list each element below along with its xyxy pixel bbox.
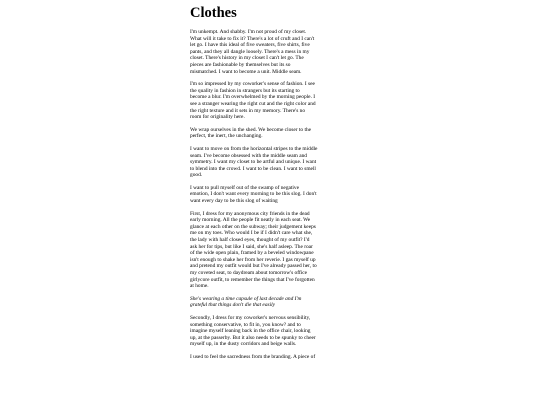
paragraph-line: something conservative, to fit in, you know? and to xyxy=(190,321,301,328)
body-paragraph xyxy=(190,127,350,140)
paragraph-line: let go. I have this ideal of five sweaters, five shirts, five xyxy=(190,42,310,49)
paragraph-line: She's wearing a time capsule of last decade and I'm xyxy=(190,295,302,302)
paragraph-line: I want to pull myself out of the swamp of negative xyxy=(190,184,299,191)
paragraph-line: girlycore outfit, to remember the things that I've forgotten xyxy=(190,276,315,283)
paragraph-line: of the wide open plain, framed by a beveled windowpane xyxy=(190,250,314,257)
paragraph-line: Secondly, I dress for my coworker's nervous sensibility, xyxy=(190,314,311,321)
paragraph-line: early morning. All the people fit neatly in each seat. We xyxy=(190,217,311,224)
paragraph-line: become a blur. I'm overwhelmed by the morning people. I xyxy=(190,94,316,101)
paragraph-line: the right texture and it sets in my memory. There's no xyxy=(190,107,306,114)
paragraph-line: symmetry. I want my closet to be artful and unique. I want xyxy=(190,159,317,166)
paragraph-line: I used to feel the sacredness from the branding. A piece of xyxy=(190,353,316,360)
body-paragraph xyxy=(190,354,350,361)
body-paragraph xyxy=(190,29,350,75)
paragraph-line: emotion, I don't want every morning to be this slog. I don't xyxy=(190,191,317,198)
paragraph-line: ask her for tips, but like I said, she's half asleep. The roar xyxy=(190,243,313,250)
paragraph-line: perfect, the inert, the unchanging. xyxy=(190,133,263,140)
paragraph-line: First, I dress for my anonymous city friends in the dead xyxy=(190,210,310,217)
italic-quote-paragraph xyxy=(190,296,350,309)
body-paragraph xyxy=(190,81,350,121)
body-paragraph xyxy=(190,185,350,205)
article xyxy=(190,4,350,367)
paragraph-line: room for originality here. xyxy=(190,114,245,121)
paragraph-line: see a stranger wearing the right cut and the right color and xyxy=(190,100,316,107)
paragraph-line: glance at each other on the subway; their judgement keeps xyxy=(190,223,316,230)
page-title: Clothes xyxy=(190,5,237,21)
body-paragraph xyxy=(190,146,350,179)
body-paragraph xyxy=(190,315,350,348)
paragraph-line: at home. xyxy=(190,283,209,290)
paragraph-line: I want to move on from the horizontal stripes to the middle xyxy=(190,145,318,152)
paragraph-line: up, at the passerby. But it also needs to be spunky to cheer xyxy=(190,334,316,341)
paragraph-line: and pretend my outfit would but I've already passed her, to xyxy=(190,263,317,270)
body-paragraph xyxy=(190,211,350,290)
paragraph-line: grateful that things don't die that easily xyxy=(190,302,276,309)
paragraph-line: my coveted seat, to daydream about tomorrow's office xyxy=(190,270,308,276)
paragraph-line: I'm so impressed by my coworker's sense of fashion. I see xyxy=(190,81,315,88)
article-body xyxy=(190,29,350,361)
paragraph-line: the quality in fashion in strangers but its starting to xyxy=(190,87,300,94)
paragraph-line: me on my toes. Who would I be if I didn't care what she, xyxy=(190,230,313,237)
paragraph-line: I'm unkempt. And shabby. I'm not proud of my closet. xyxy=(190,29,307,35)
paragraph-line: good. xyxy=(190,172,203,179)
paragraph-line: to blend into the crowd. I want to be clean. I want to smell xyxy=(190,165,316,172)
paragraph-line: We wrap ourselves in the shed. We become closer to the xyxy=(190,126,312,133)
paragraph-line: pieces are fashionable by themselves but its so xyxy=(190,61,291,68)
paragraph-line: myself up, in the dusty corridors and beige walls. xyxy=(190,341,297,348)
paragraph-line: What will it take to fix it? There's a lot of cruft and I can't xyxy=(190,35,315,42)
paragraph-line: isn't enough to shake her from her reverie. I gas myself up xyxy=(190,256,316,263)
paragraph-line: seam. I've become obsessed with the middle seam and xyxy=(190,152,307,159)
paragraph-line: mismatched. I want to become a unit. Middle seam. xyxy=(190,68,302,75)
paragraph-line: pants, and they all dangle loosely. There's a mess in my xyxy=(190,48,310,55)
paragraph-line: want every day to be this slog of waiting xyxy=(190,198,278,205)
paragraph-line: closet. There's history in my closet I can't let go. The xyxy=(190,55,304,62)
paragraph-line: the lady with half closed eyes, thought of my outfit? I'd xyxy=(190,237,310,244)
paragraph-line: imagine myself leaning back in the office chair, looking xyxy=(190,328,311,335)
